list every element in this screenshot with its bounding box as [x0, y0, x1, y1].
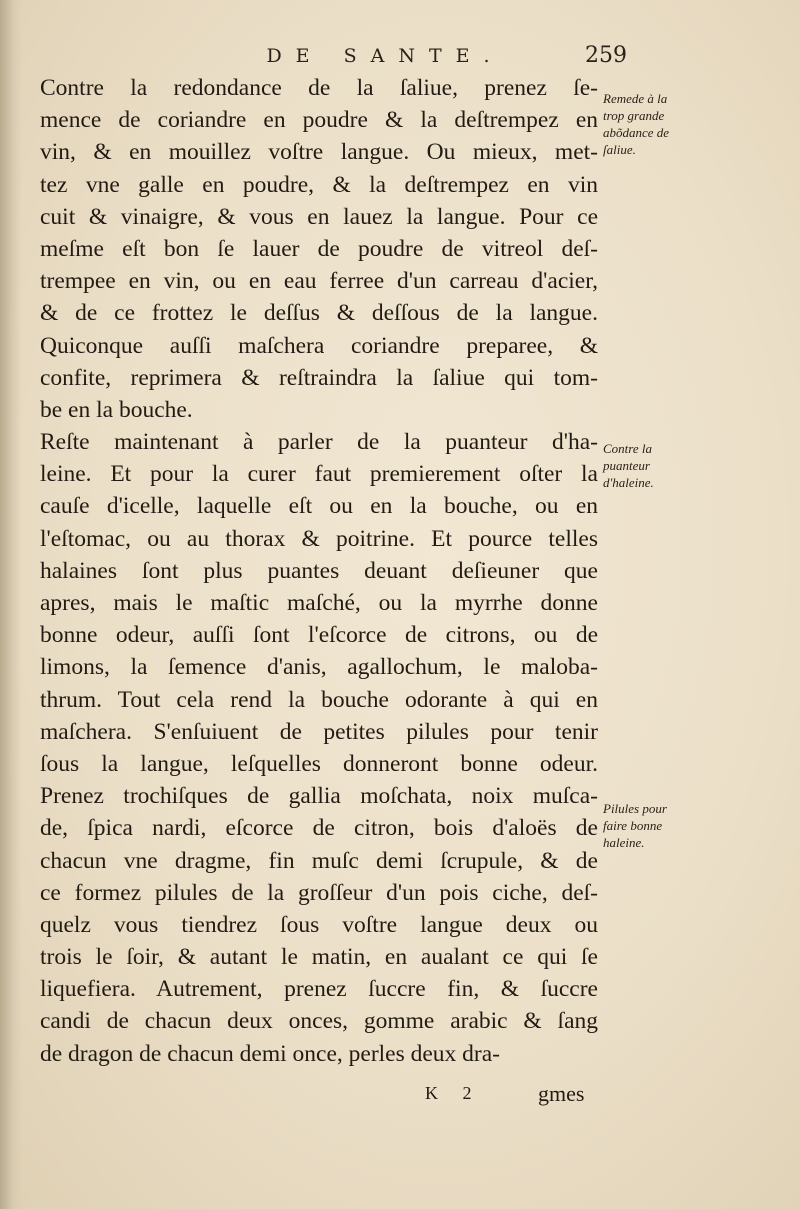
text-line: maſchera. S'enſuiuent de petites pilules pour tenir	[40, 718, 598, 745]
text-line: vin, & en mouillez voſtre langue. Ou mieux, met-	[40, 139, 598, 166]
text-line: Reſte maintenant à parler de la puanteur d'ha-	[40, 429, 598, 456]
margin-note-haleine	[603, 440, 703, 491]
body-text	[40, 72, 598, 1070]
margin-note-line: trop grande	[603, 108, 665, 123]
margin-note-line: faire bonne	[603, 818, 663, 833]
text-line: liquefiera. Autrement, prenez ſuccre fin, & ſuccre	[40, 976, 598, 1003]
margin-note-line: d'haleine.	[603, 475, 654, 490]
text-line: apres, mais le maſtic maſché, ou la myrrhe donne	[40, 590, 598, 616]
catchword: gmes	[538, 1081, 585, 1106]
text-line: halaines ſont plus puantes deuant deſieuner que	[40, 557, 598, 584]
text-line: chacun vne dragme, fin muſc demi ſcrupule, & de	[40, 847, 598, 874]
margin-note-line: ſaliue.	[603, 142, 636, 157]
text-line: quelz vous tiendrez ſous voſtre langue deux ou	[40, 911, 598, 938]
text-line: ſous la langue, leſquelles donneront bonne odeur.	[40, 750, 598, 777]
text-line: leine. Et pour la curer faut premierement oſter la	[40, 461, 598, 488]
text-line: ce formez pilules de la groſſeur d'un pois ciche, deſ-	[40, 879, 598, 906]
margin-note-line: abõdance de	[603, 125, 670, 140]
margin-note-line: puanteur	[603, 458, 650, 473]
page-header	[0, 45, 800, 75]
text-line: be en la bouche.	[40, 396, 193, 423]
margin-note-salive	[603, 90, 703, 158]
text-line: l'eſtomac, ou au thorax & poitrine. Et pource telles	[40, 525, 598, 552]
text-line: bonne odeur, auſſi ſont l'eſcorce de citrons, ou de	[40, 622, 598, 649]
margin-note-line: Pilules pour	[603, 801, 667, 816]
page-number: 259	[585, 43, 627, 68]
text-line: cauſe d'icelle, laquelle eſt ou en la bouche, ou en	[40, 493, 598, 520]
text-line: Quiconque auſſi maſchera coriandre preparee, &	[40, 332, 598, 359]
text-line: confite, reprimera & reſtraindra la ſaliue qui tom-	[40, 364, 598, 391]
page-gutter-shadow	[0, 0, 22, 1209]
text-line: mence de coriandre en poudre & la deſtrempez en	[40, 107, 598, 134]
text-line: tez vne galle en poudre, & la deſtrempez en vin	[40, 171, 598, 198]
text-line: Contre la redondance de la ſaliue, prenez ſe-	[40, 75, 598, 101]
margin-note-line: Remede à la	[603, 91, 668, 106]
text-line: de dragon de chacun demi once, perles deux dra-	[40, 1040, 501, 1067]
running-head: DE SANTE.	[266, 45, 504, 67]
margin-note-line: haleine.	[603, 835, 645, 850]
text-line: & de ce frottez le deſſus & deſſous de la langue.	[40, 300, 598, 327]
page-footer	[0, 1075, 800, 1115]
text-line: cuit & vinaigre, & vous en lauez la langue. Pour ce	[40, 203, 598, 230]
text-line: trempee en vin, ou en eau ferree d'un carreau d'acier,	[40, 268, 598, 295]
text-line: meſme eſt bon ſe lauer de poudre de vitreol deſ-	[40, 235, 598, 262]
text-line: Prenez trochiſques de gallia moſchata, noix muſca-	[40, 783, 598, 810]
text-line: candi de chacun deux onces, gomme arabic & ſang	[40, 1008, 598, 1035]
margin-note-line: Contre la	[603, 441, 652, 456]
text-line: thrum. Tout cela rend la bouche odorante à qui en	[40, 686, 598, 713]
margin-note-pilules	[603, 800, 703, 851]
text-line: trois le ſoir, & autant le matin, en aualant ce qui ſe	[40, 944, 598, 971]
signature-mark: K 2	[425, 1083, 482, 1103]
text-line: de, ſpica nardi, eſcorce de citron, bois d'aloës de	[40, 815, 598, 842]
text-line: limons, la ſemence d'anis, agallochum, le maloba-	[40, 654, 598, 681]
